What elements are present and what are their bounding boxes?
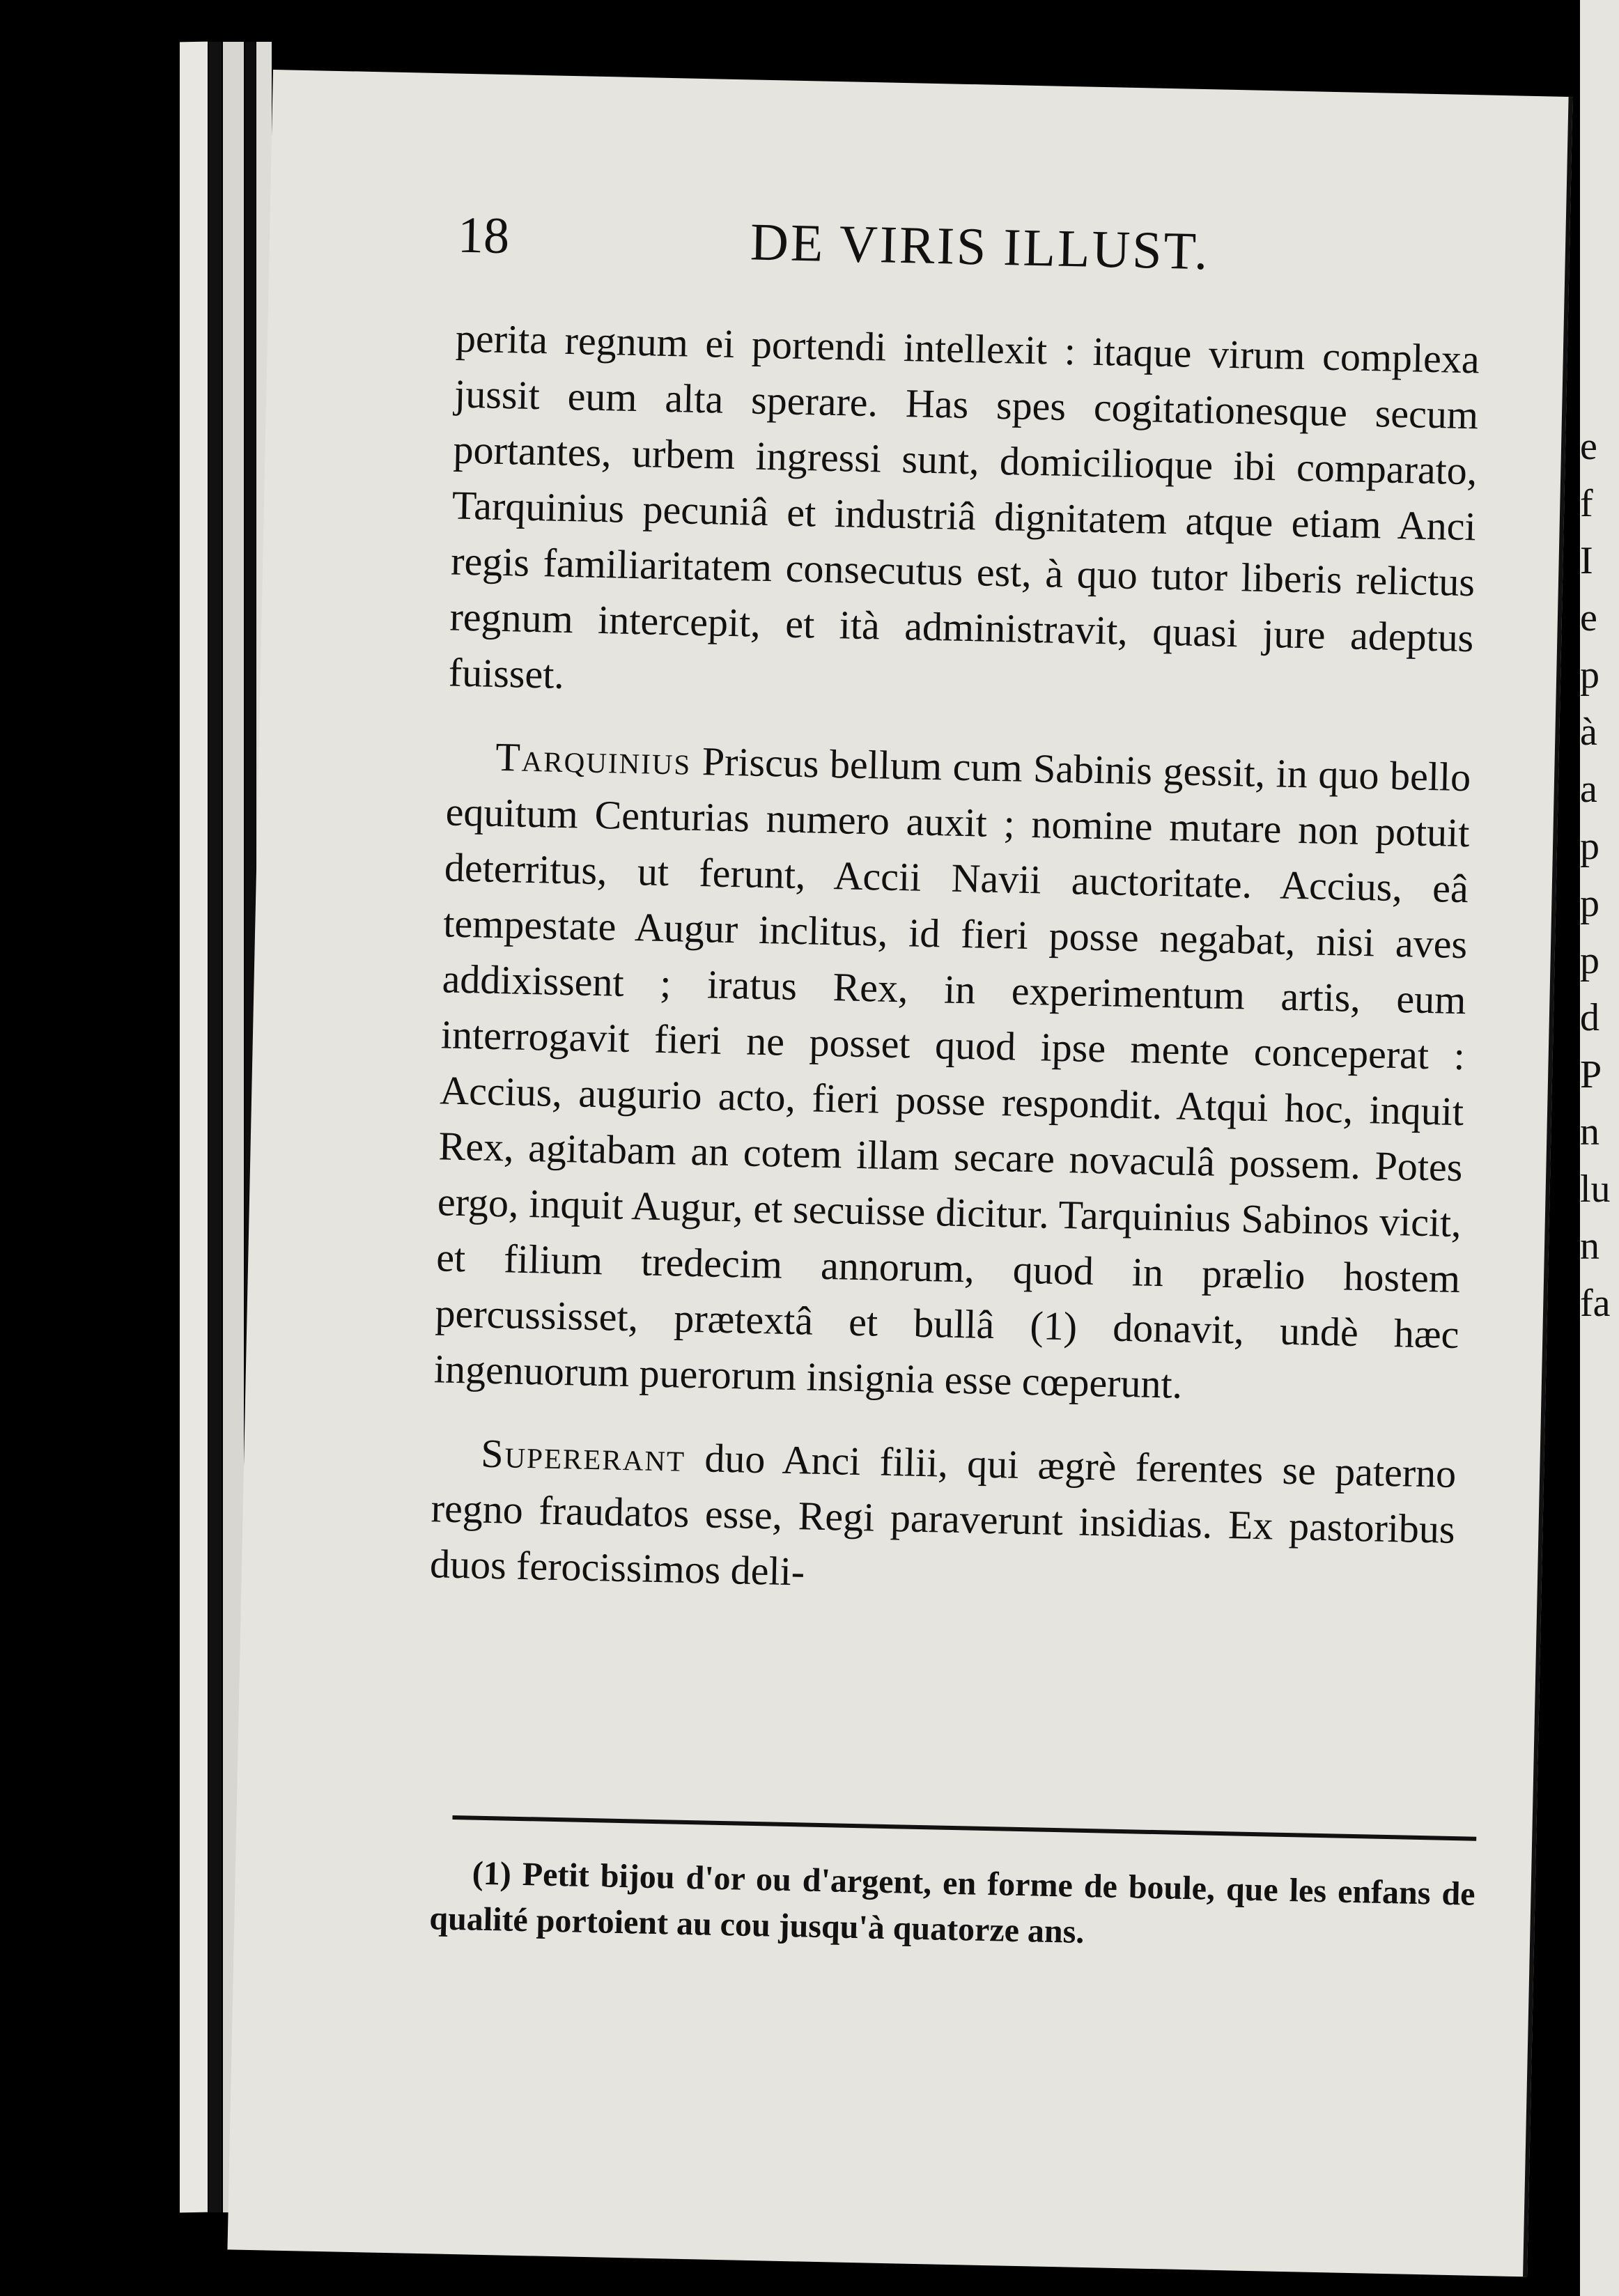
facing-letter: n: [1580, 1110, 1599, 1154]
paragraph-1: [448, 311, 1480, 722]
facing-letter: I: [1580, 539, 1593, 582]
running-title: DE VIRIS ILLUST.: [750, 212, 1211, 281]
facing-letter: p: [1580, 653, 1599, 697]
page-edge: [180, 42, 208, 2213]
paragraph-2: [433, 728, 1471, 1418]
facing-page-sliver: [1580, 0, 1619, 2296]
page-edge-shadow: [209, 42, 222, 2212]
facing-letter: a: [1580, 768, 1597, 811]
facing-letter: p: [1580, 825, 1599, 868]
page-number: 18: [457, 206, 510, 265]
paragraph-lead-word: Supererant: [480, 1430, 686, 1480]
facing-letter: n: [1580, 1225, 1599, 1268]
body-text: [428, 311, 1480, 1641]
facing-letter: à: [1580, 711, 1597, 754]
facing-page-letters: [1580, 418, 1618, 1332]
facing-letter: e: [1580, 425, 1597, 468]
facing-letter: f: [1580, 482, 1593, 525]
footnote: (1) Petit bijou d'or ou d'argent, en forme de boule, que les enfans de qualité portoient au cou jusqu'à quatorze ans.: [428, 1854, 1476, 1950]
paragraph-text: duo Anci filii, qui ægrè ferentes se paterno regno fraudatos esse, Regi paraverunt insidias. Ex pastoribus duos ferocissimos deli-: [429, 1434, 1457, 1595]
facing-letter: lu: [1580, 1168, 1611, 1211]
paragraph-3: [429, 1425, 1457, 1613]
facing-letter: p: [1580, 882, 1599, 925]
book-page: [227, 70, 1572, 2276]
paragraph-text: Priscus bellum cum Sabinis gessit, in quo bello equitum Centurias numero auxit ; nomine mutare non potuit deterritus, ut ferunt, Accii Navii auctoritate. Accius, eâ tempestate Augur inclitus, id fieri posse negabat, nisi aves addixissent ; iratus Rex, in experimentum artis, eum interrogavit fieri ne posset quod ipse mente conceperat : Accius, augurio acto, fieri posse respondit. Atqui hoc, inquit Rex, agitabam an cotem illam secare novaculâ possem. Potes ergo, inquit Augur, et secuisse dicitur. Tarquinius Sabinos vicit, et filium tredecim annorum, quod in prælio hostem percussisset, prætextâ et bullâ (1) donavit, undè hæc ingenuorum puerorum insignia esse cœperunt.: [433, 738, 1471, 1407]
paragraph-text: perita regnum ei portendi intellexit : itaque virum complexa jussit eum alta sperare. Has spes cogitationesque secum portantes, urbem ingressi sunt, domicilioque ibi comparato, Tarquinius pecuniâ et industriâ dignitatem atque etiam Anci regis familiaritatem consecutus est, à quo tutor liberis relictus regnum intercepit, et ità administravit, quasi jure adeptus fuisset.: [448, 315, 1480, 697]
paragraph-lead-word: Tarquinius: [495, 734, 692, 784]
facing-letter: p: [1580, 939, 1599, 982]
facing-letter: d: [1580, 996, 1599, 1039]
footnote-divider: [452, 1815, 1476, 1841]
page-header: [457, 206, 1517, 305]
facing-letter: P: [1580, 1053, 1602, 1096]
facing-letter: fa: [1580, 1282, 1611, 1325]
facing-letter: e: [1580, 596, 1597, 639]
